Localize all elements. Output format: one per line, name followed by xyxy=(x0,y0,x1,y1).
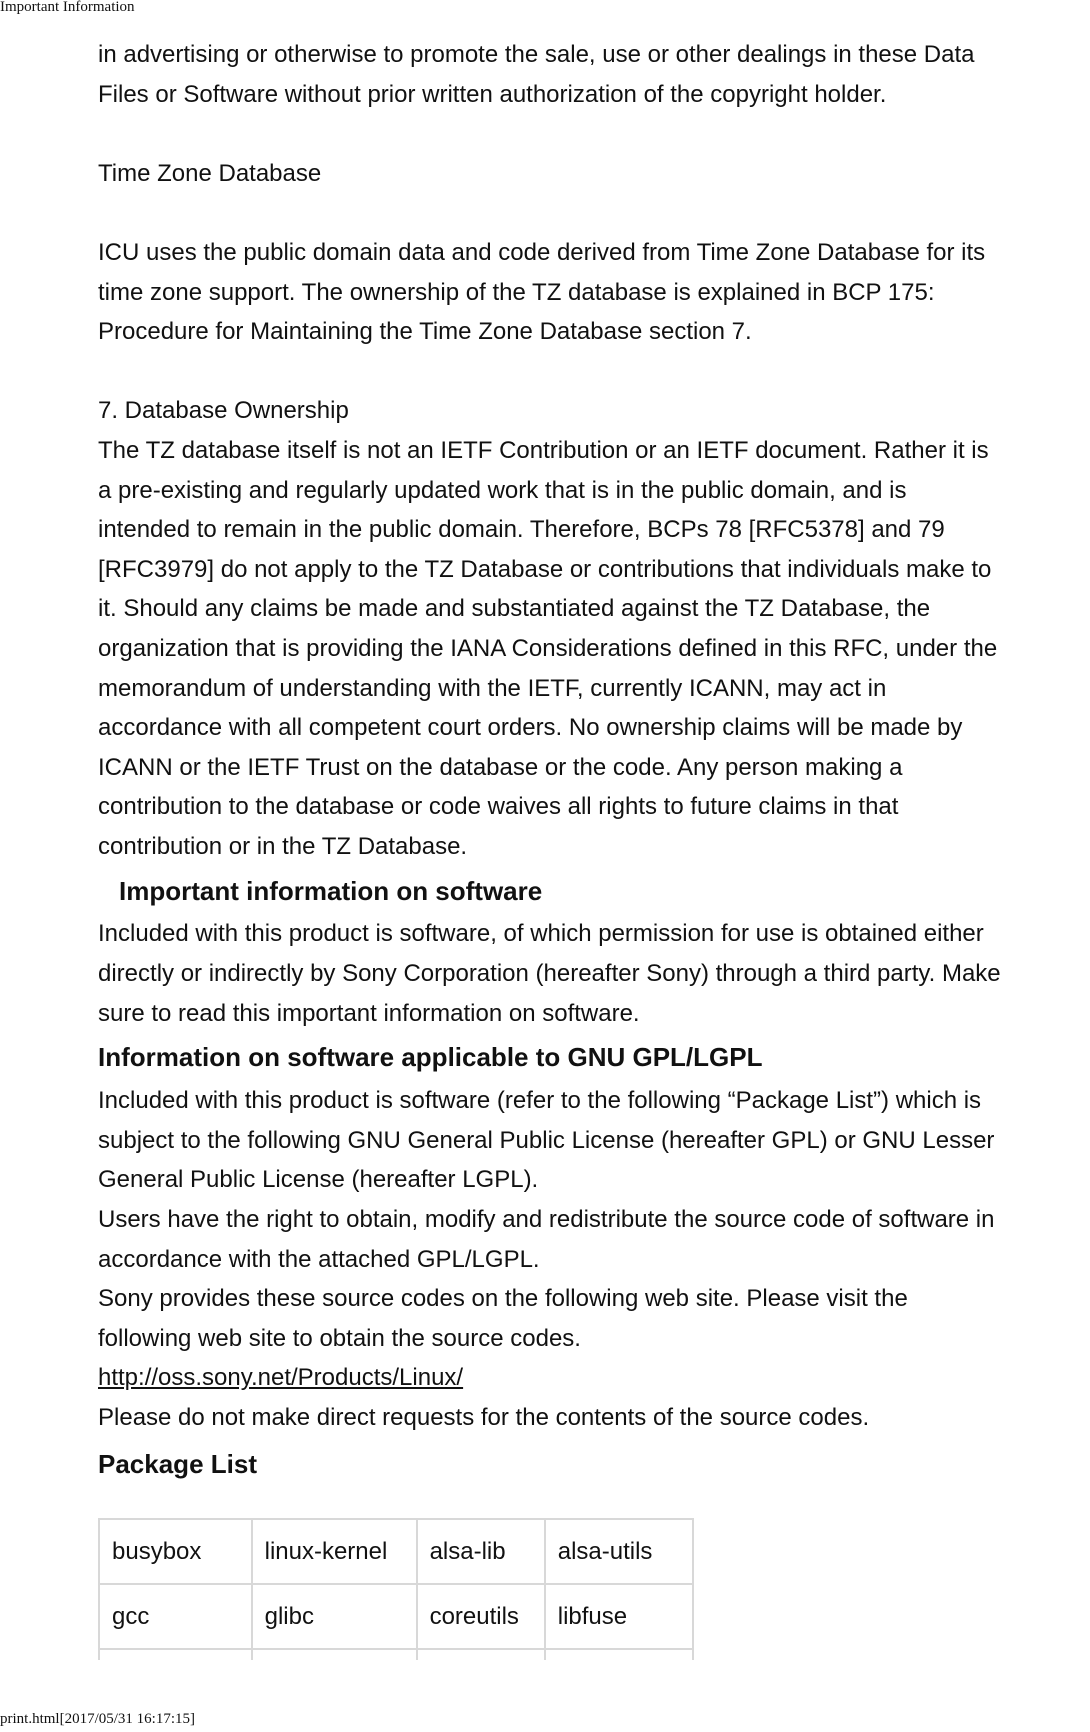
heading-important-information-on-software: Important information on software xyxy=(119,876,543,907)
heading-gnu-gpl-lgpl: Information on software applicable to GNU GPL/LGPL xyxy=(98,1042,763,1073)
text-line: it. Should any claims be made and substantiated against the TZ Database, the xyxy=(98,595,931,623)
text-line: contribution or in the TZ Database. xyxy=(98,832,468,860)
table-cell: busybox xyxy=(99,1519,252,1584)
text-line: The TZ database itself is not an IETF Contribution or an IETF document. Rather it is xyxy=(98,436,989,464)
text-line: Procedure for Maintaining the Time Zone Database section 7. xyxy=(98,318,752,346)
heading-package-list: Package List xyxy=(98,1448,257,1479)
blank-line xyxy=(98,114,1090,154)
table-cell xyxy=(545,1649,693,1660)
print-header-title: Important Information xyxy=(0,0,135,15)
table-cell: alsa-utils xyxy=(545,1519,693,1584)
table-cell: libfuse xyxy=(545,1584,693,1649)
text-line: Please do not make direct requests for the contents of the source codes. xyxy=(98,1404,870,1431)
text-line: subject to the following GNU General Public License (hereafter GPL) or GNU Lesser xyxy=(98,1126,995,1154)
text-line: ICU uses the public domain data and code derived from Time Zone Database for its xyxy=(98,238,986,266)
text-line: accordance with all competent court orders. No ownership claims will be made by xyxy=(98,714,963,742)
package-list-table-container xyxy=(98,1518,694,1660)
text-line: time zone support. The ownership of the TZ database is explained in BCP 175: xyxy=(98,278,935,306)
text-line: intended to remain in the public domain. Therefore, BCPs 78 [RFC5378] and 79 xyxy=(98,516,945,544)
text-line: Files or Software without prior written authorization of the copyright holder. xyxy=(98,80,887,108)
text-line: Included with this product is software, of which permission for use is obtained either xyxy=(98,920,984,948)
table-row xyxy=(99,1519,693,1584)
paragraph-advertising xyxy=(98,35,1090,114)
blank-line xyxy=(98,193,1090,233)
package-list-table xyxy=(98,1518,694,1660)
text-line: [RFC3979] do not apply to the TZ Database or contributions that individuals make to xyxy=(98,555,992,583)
table-cell: linux-kernel xyxy=(252,1519,417,1584)
text-line: organization that is providing the IANA Considerations defined in this RFC, under the xyxy=(98,634,998,662)
text-line: Users have the right to obtain, modify and redistribute the source code of software in xyxy=(98,1206,995,1234)
table-cell: glibc xyxy=(252,1584,417,1649)
text-line: following web site to obtain the source codes. xyxy=(98,1324,581,1352)
table-cell xyxy=(417,1649,545,1660)
table-cell xyxy=(252,1649,417,1660)
print-footer-text: print.html[2017/05/31 16:17:15] xyxy=(0,1711,195,1727)
paragraph-database-ownership xyxy=(98,431,1090,867)
table-cell: alsa-lib xyxy=(417,1519,545,1584)
paragraph-icu xyxy=(98,233,1090,352)
text-line: Included with this product is software (refer to the following “Package List”) which is xyxy=(98,1087,982,1115)
text-line: memorandum of understanding with the IETF, currently ICANN, may act in xyxy=(98,674,887,702)
table-cell: gcc xyxy=(99,1584,252,1649)
section-title-time-zone-database: Time Zone Database xyxy=(98,159,322,187)
text-line: Sony provides these source codes on the following web site. Please visit the xyxy=(98,1285,908,1313)
text-line: directly or indirectly by Sony Corporation (hereafter Sony) through a third party. Make xyxy=(98,960,1001,988)
text-line: sure to read this important information on software. xyxy=(98,999,640,1027)
table-row xyxy=(99,1584,693,1649)
table-cell xyxy=(99,1649,252,1660)
text-line: a pre-existing and regularly updated work that is in the public domain, and is xyxy=(98,476,907,504)
paragraph-gpl xyxy=(98,1081,1090,1437)
document-body xyxy=(98,35,1090,1479)
text-line: contribution to the database or code waives all rights to future claims in that xyxy=(98,793,899,821)
source-code-link[interactable]: http://oss.sony.net/Products/Linux/ xyxy=(98,1364,464,1392)
section-title-database-ownership: 7. Database Ownership xyxy=(98,397,349,425)
table-cell: coreutils xyxy=(417,1584,545,1649)
text-line: General Public License (hereafter LGPL). xyxy=(98,1166,539,1194)
text-line: accordance with the attached GPL/LGPL. xyxy=(98,1245,540,1273)
text-line: in advertising or otherwise to promote the sale, use or other dealings in these Data xyxy=(98,41,975,68)
text-line: ICANN or the IETF Trust on the database or the code. Any person making a xyxy=(98,753,903,781)
blank-line xyxy=(98,352,1090,392)
table-row xyxy=(99,1649,693,1660)
paragraph-software xyxy=(98,914,1090,1033)
